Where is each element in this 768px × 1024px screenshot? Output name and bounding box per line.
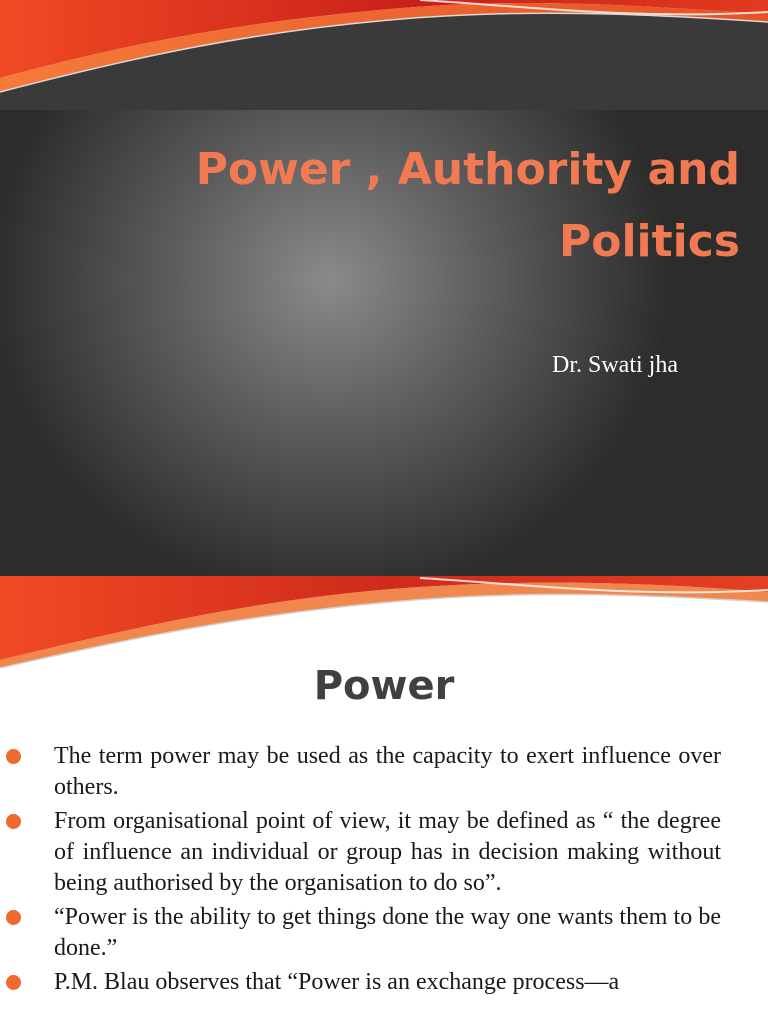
bullet-item (0, 806, 768, 899)
decorative-wave-top (0, 576, 768, 668)
bullet-text: From organisational point of view, it may be defined as “ the degree of influence an individual or group has in decision making without being authorised by the organisation to do so”. (54, 808, 721, 896)
slide-title-line-1: Power , Authority and (195, 144, 740, 195)
bullet-dot-icon (6, 975, 21, 990)
content-slide (0, 576, 768, 1024)
bullet-item (0, 741, 768, 803)
bullet-dot-icon (6, 910, 21, 925)
bullet-text: “Power is the ability to get things done the way one wants them to be done.” (54, 904, 721, 961)
decorative-wave-top (0, 0, 768, 110)
bullet-dot-icon (6, 814, 21, 829)
bullet-text: The term power may be used as the capacity to exert influence over others. (54, 743, 721, 800)
slide-title-line-2: Politics (558, 216, 740, 267)
slide-title (140, 134, 740, 278)
slide-heading: Power (313, 663, 455, 709)
bullet-list (0, 741, 768, 1001)
bullet-text: P.M. Blau observes that “Power is an exchange process—a (54, 969, 620, 995)
bullet-dot-icon (6, 749, 21, 764)
bullet-item (0, 902, 768, 964)
author-name: Dr. Swati jha (552, 352, 678, 378)
bullet-item (0, 967, 768, 998)
